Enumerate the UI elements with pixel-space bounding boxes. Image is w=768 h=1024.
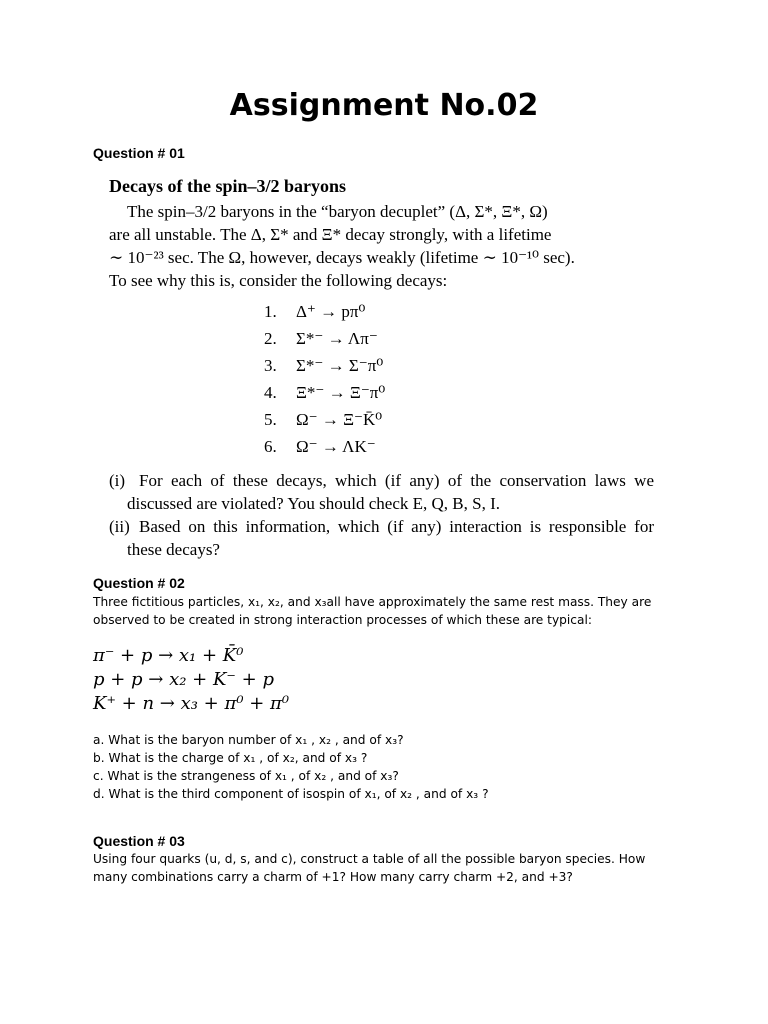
decay-reaction: Δ⁺ → pπ⁰ [296, 302, 366, 321]
decay-reaction: Ω⁻ → ΛK⁻ [296, 437, 376, 456]
question-3-heading: Question # 03 [93, 833, 185, 849]
question-2-intro: Three fictitious particles, x₁, x₂, and x₃all have approximately the same rest mass. They are observed to be created in strong interaction processes of which these are typical: [93, 595, 652, 627]
decay-reaction: Ξ*⁻ → Ξ⁻π⁰ [296, 383, 386, 402]
question-2-heading: Question # 02 [93, 575, 185, 591]
paragraph-line: The spin–3/2 baryons in the “baryon decuplet” (Δ, Σ*, Ξ*, Ω) [127, 202, 548, 221]
decay-reaction: Σ*⁻ → Λπ⁻ [296, 329, 378, 348]
decay-item: 2. Σ*⁻ → Λπ⁻ [264, 329, 378, 348]
decay-item: 5. Ω⁻ → Ξ⁻K̄⁰ [264, 410, 383, 429]
question-item: c. What is the strangeness of x₁ , of x₂ , and of x₃? [93, 769, 399, 783]
reaction-equation: π⁻ + p → x₁ + K̄⁰ [93, 645, 244, 666]
decay-item: 3. Σ*⁻ → Σ⁻π⁰ [264, 356, 384, 375]
paragraph-line: To see why this is, consider the following decays: [109, 271, 448, 290]
page-title: Assignment No.02 [229, 88, 539, 123]
paragraph-line: are all unstable. The Δ, Σ* and Ξ* decay strongly, with a lifetime [109, 225, 552, 244]
question-2-items [93, 731, 489, 803]
excerpt-title: Decays of the spin–3/2 baryons [109, 176, 347, 196]
question-item: b. What is the charge of x₁ , of x₂, and of x₃ ? [93, 751, 368, 765]
paragraph-line: ∼ 10⁻²³ sec. The Ω, however, decays weakly (lifetime ∼ 10⁻¹⁰ sec). [109, 248, 575, 267]
decay-item: 1. Δ⁺ → pπ⁰ [264, 302, 366, 321]
decay-reaction: Ω⁻ → Ξ⁻K̄⁰ [296, 410, 383, 429]
excerpt-paragraph [109, 200, 649, 292]
decay-item: 4. Ξ*⁻ → Ξ⁻π⁰ [264, 383, 386, 402]
decay-list [264, 298, 385, 460]
question-3-text: Using four quarks (u, d, s, and c), construct a table of all the possible baryon species. How many combinations carry a charm of +1? How many carry charm +2, and +3? [93, 852, 646, 884]
reaction-equation: p + p → x₂ + K⁻ + p [93, 669, 274, 690]
question-part: (i) For each of these decays, which (if any) of the conservation laws we discussed are violated? You should check E, Q, B, S, I. [109, 471, 654, 513]
reaction-equations [93, 644, 289, 716]
question-part: (ii) Based on this information, which (if any) interaction is responsible for these decays? [109, 517, 654, 559]
decay-item: 6. Ω⁻ → ΛK⁻ [264, 437, 376, 456]
reaction-equation: K⁺ + n → x₃ + π⁰ + π⁰ [93, 693, 290, 714]
question-item: a. What is the baryon number of x₁ , x₂ , and of x₃? [93, 733, 404, 747]
question-1-heading: Question # 01 [93, 145, 185, 161]
question-1-parts [109, 469, 654, 561]
decay-reaction: Σ*⁻ → Σ⁻π⁰ [296, 356, 384, 375]
question-item: d. What is the third component of isospin of x₁, of x₂ , and of x₃ ? [93, 787, 489, 801]
